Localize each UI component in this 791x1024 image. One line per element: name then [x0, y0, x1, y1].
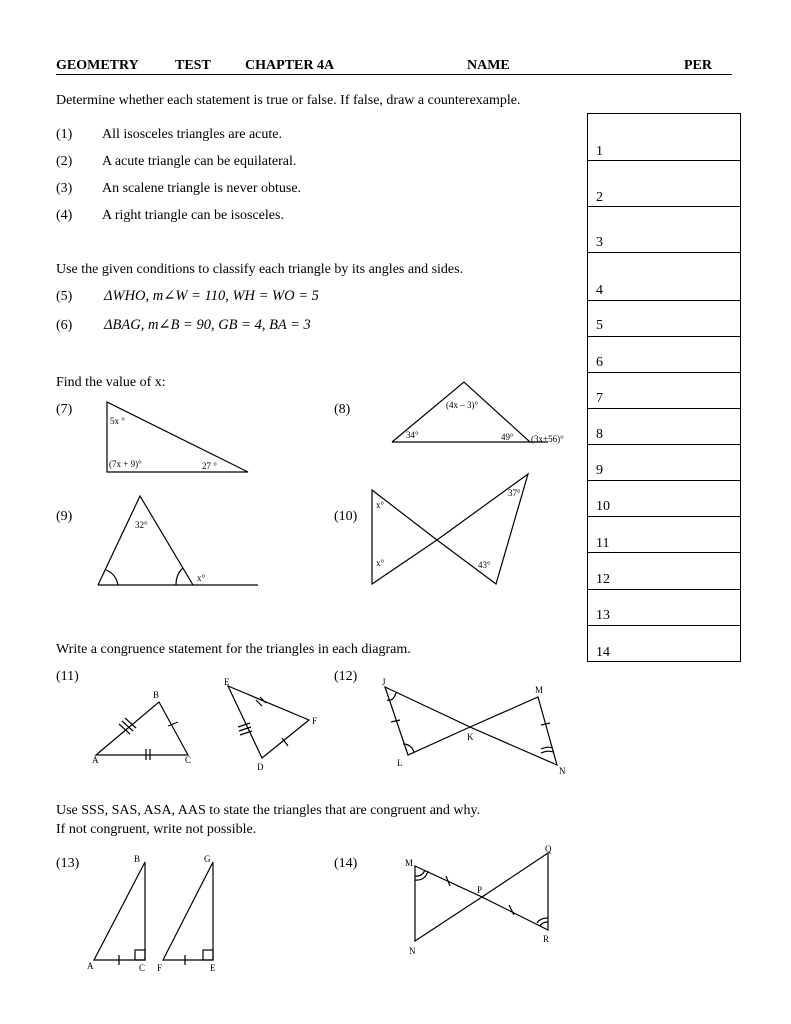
diagram-14-triangle-qpr [482, 853, 548, 930]
diagram-12-label-m: M [535, 685, 544, 695]
answer-label-10: 10 [596, 499, 610, 514]
q4-number: (4) [56, 208, 73, 223]
diagram-14-label-q: Q [545, 844, 552, 854]
diagram-13-label-b: B [134, 854, 141, 864]
q2-number: (2) [56, 154, 73, 169]
diagram-11-label-e: E [224, 677, 230, 687]
q13-number: (13) [56, 856, 80, 871]
q12-number: (12) [334, 669, 358, 684]
q4-text: A right triangle can be isosceles. [102, 208, 284, 223]
diagram-7-bottom-left-angle: (7x + 9)° [109, 459, 142, 469]
diagram-11-label-a: A [92, 755, 99, 765]
q6-text: ΔBAG, m∠B = 90, GB = 4, BA = 3 [104, 317, 311, 333]
diagram-8-right-angle: 49° [501, 432, 514, 442]
q1-text: All isosceles triangles are acute. [102, 127, 282, 142]
answer-label-8: 8 [596, 427, 603, 442]
diagram-9-angle-arc-left [106, 570, 118, 585]
diagram-13-label-e: E [210, 963, 216, 973]
header-geometry: GEOMETRY [56, 58, 139, 73]
diagram-13-label-a: A [87, 961, 94, 971]
instruction-true-false: Determine whether each statement is true or false. If false, draw a counterexample. [56, 93, 521, 108]
diagram-11-label-b: B [153, 690, 160, 700]
diagram-10-right-bottom-angle: 43° [478, 560, 491, 570]
diagram-12-triangle-mkn [470, 697, 557, 765]
header-name: NAME [467, 58, 510, 73]
diagram-14-label-m: M [405, 858, 414, 868]
answer-label-13: 13 [596, 608, 610, 623]
diagram-7-top-angle: 5x ° [110, 416, 125, 426]
diagram-12-label-j: J [382, 677, 386, 687]
diagram-11-label-f: F [312, 716, 318, 726]
instruction-classify: Use the given conditions to classify each triangle by its angles and sides. [56, 262, 464, 277]
answer-label-5: 5 [596, 318, 603, 333]
instruction-find-x: Find the value of x: [56, 375, 166, 390]
diagram-8-exterior-angle: (3x+56)° [531, 434, 564, 444]
q3-text: An scalene triangle is never obtuse. [102, 181, 302, 196]
diagram-9-exterior-angle: x° [197, 573, 206, 583]
diagram-8-top-angle: (4x – 3)° [446, 400, 479, 410]
header-per: PER [684, 58, 712, 73]
answer-label-4: 4 [596, 283, 603, 298]
diagram-11-triangle-abc [96, 702, 188, 755]
instruction-postulates: Use SSS, SAS, ASA, AAS to state the triangles that are congruent and why. [56, 803, 481, 818]
diagram-13-label-g: G [204, 854, 211, 864]
diagram-10-left-bottom-angle: x° [376, 558, 385, 568]
diagram-9-angle-arc-right [176, 568, 183, 585]
q2-text: A acute triangle can be equilateral. [102, 154, 297, 169]
q7-number: (7) [56, 402, 73, 417]
q6-number: (6) [56, 318, 73, 333]
diagram-12-label-n: N [559, 766, 566, 776]
answer-label-6: 6 [596, 355, 603, 370]
q14-number: (14) [334, 856, 358, 871]
answer-label-3: 3 [596, 235, 603, 250]
header-test: TEST [175, 58, 211, 73]
diagram-14-label-r: R [543, 934, 550, 944]
diagram-12-label-l: L [397, 758, 403, 768]
q1-number: (1) [56, 127, 73, 142]
header-chapter: CHAPTER 4A [245, 58, 335, 73]
diagram-12-label-k: K [467, 732, 474, 742]
q5-number: (5) [56, 289, 73, 304]
q11-number: (11) [56, 669, 79, 684]
diagram-9-top-angle: 32° [135, 520, 148, 530]
q3-number: (3) [56, 181, 73, 196]
instruction-not-possible: If not congruent, write not possible. [56, 822, 257, 837]
diagram-13-triangle-abc [94, 862, 145, 960]
q5-text: ΔWHO, m∠W = 110, WH = WO = 5 [104, 288, 319, 304]
diagram-10-left-top-angle: x° [376, 500, 385, 510]
instruction-congruence: Write a congruence statement for the triangles in each diagram. [56, 642, 411, 657]
answer-label-12: 12 [596, 572, 610, 587]
q10-number: (10) [334, 509, 358, 524]
q9-number: (9) [56, 509, 73, 524]
diagram-13-label-f: F [157, 963, 163, 973]
q8-number: (8) [334, 402, 351, 417]
diagram-8-left-angle: 34° [406, 430, 419, 440]
answer-label-11: 11 [596, 536, 610, 551]
diagram-13-triangle-fge [163, 862, 213, 960]
answer-label-2: 2 [596, 190, 603, 205]
diagram-11-label-c: C [185, 755, 192, 765]
diagram-11-triangle-def [228, 686, 309, 758]
diagram-14-label-p: P [477, 885, 483, 895]
diagram-13-label-c: C [139, 963, 146, 973]
answer-label-14: 14 [596, 645, 610, 660]
diagram-10-right-top-angle: 37° [508, 488, 521, 498]
diagram-9-triangle [98, 496, 193, 585]
diagram-13-right-angle-e [203, 950, 213, 960]
answer-label-1: 1 [596, 144, 603, 159]
diagram-13-right-angle-c [135, 950, 145, 960]
answer-label-9: 9 [596, 463, 603, 478]
diagram-14-label-n: N [409, 946, 416, 956]
diagram-7-bottom-right-angle: 27 ° [202, 461, 217, 471]
diagram-11-label-d: D [257, 762, 264, 772]
answer-label-7: 7 [596, 391, 603, 406]
